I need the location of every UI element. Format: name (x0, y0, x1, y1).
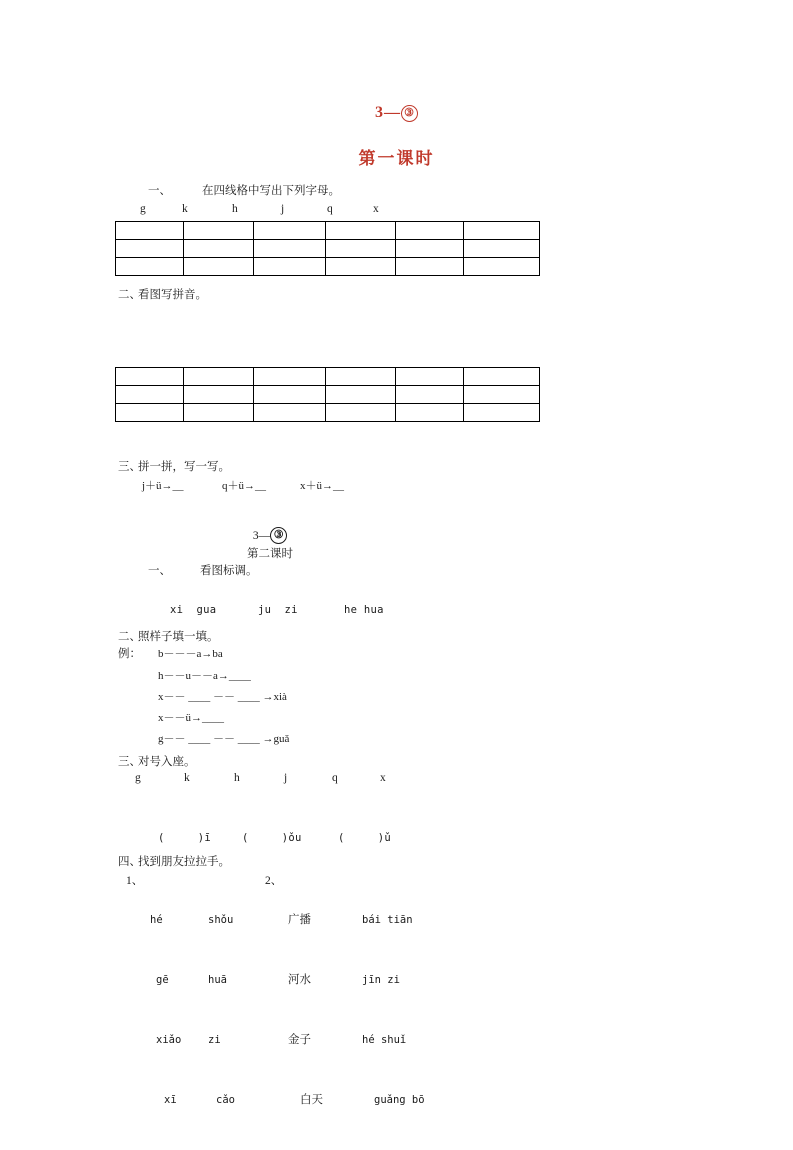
grid-cell[interactable] (254, 404, 326, 422)
lesson2-ex3-number: 三、 (118, 756, 141, 768)
grid-cell[interactable] (326, 404, 396, 422)
letter-k: k (184, 772, 190, 784)
grid-cell[interactable] (116, 368, 184, 386)
letter-x: x (373, 203, 379, 215)
lesson1-ex3-item-1[interactable]: j＋ü→__ (142, 480, 184, 492)
list-item[interactable]: gē (156, 974, 169, 986)
lesson1-ex3-prompt: 拼一拼，写一写。 (138, 461, 230, 473)
lesson2-ex2-line-3[interactable]: x－－ü→____ (158, 712, 224, 724)
list-item[interactable]: hé shuǐ (362, 1034, 407, 1046)
lesson1-ex1-prompt: 在四线格中写出下列字母。 (202, 185, 340, 197)
list-item[interactable]: xī (164, 1094, 177, 1106)
grid-cell[interactable] (184, 404, 254, 422)
list-item[interactable]: shǒu (208, 914, 234, 926)
lesson2-ex4-prompt: 找到朋友拉拉手。 (138, 856, 230, 868)
lesson1-unit-title (0, 104, 793, 122)
table-row[interactable] (116, 368, 540, 386)
lesson2-ex3-blank-2[interactable]: ( )ǒu (242, 832, 302, 844)
lesson1-ex3-item-2[interactable]: q＋ü→__ (222, 480, 266, 492)
table-row[interactable] (116, 222, 540, 240)
lesson2-ex2-example-label: 例： (118, 648, 141, 660)
letter-k: k (182, 203, 188, 215)
list-item[interactable]: jīn zi (362, 974, 400, 986)
grid-cell[interactable] (326, 222, 396, 240)
grid-cell[interactable] (184, 386, 254, 404)
lesson2-ex1-word-2[interactable]: ju zi (258, 604, 298, 616)
grid-cell[interactable] (396, 240, 464, 258)
lesson1-ex1-writing-grid[interactable] (115, 221, 540, 276)
lesson2-ex2-line-4[interactable]: g－－ ____ －－ ____ →guǎ (158, 733, 290, 745)
letter-x: x (380, 772, 386, 784)
letter-g: g (140, 203, 146, 215)
list-item[interactable]: bái tiān (362, 914, 413, 926)
grid-cell[interactable] (326, 240, 396, 258)
lesson2-ex1-number: 一、 (148, 565, 171, 577)
table-row[interactable] (116, 258, 540, 276)
lesson2-ex1-prompt: 看图标调。 (200, 565, 258, 577)
lesson1-ex2-picture-area (115, 310, 539, 362)
grid-cell[interactable] (116, 404, 184, 422)
table-row[interactable] (116, 404, 540, 422)
grid-cell[interactable] (396, 368, 464, 386)
lesson2-ex3-blank-1[interactable]: ( )ī (158, 832, 211, 844)
lesson1-ex3-number: 三、 (118, 461, 141, 473)
grid-cell[interactable] (326, 368, 396, 386)
lesson1-unit-label: 3— (375, 104, 401, 121)
grid-cell[interactable] (464, 240, 540, 258)
letter-q: q (332, 772, 338, 784)
table-row[interactable] (116, 240, 540, 258)
lesson2-ex4-group1-label: 1、 (126, 875, 144, 887)
grid-cell[interactable] (254, 386, 326, 404)
lesson2-ex1-word-1[interactable]: xi gua (170, 604, 217, 616)
letter-j: j (284, 772, 288, 784)
grid-cell[interactable] (116, 240, 184, 258)
list-item[interactable]: zi (208, 1034, 221, 1046)
lesson1-ex3-item-3[interactable]: x＋ü→__ (300, 480, 344, 492)
lesson1-ex2-number: 二、 (118, 289, 141, 301)
grid-cell[interactable] (254, 368, 326, 386)
list-item[interactable]: 广播 (288, 914, 311, 926)
lesson2-ex3-prompt: 对号入座。 (138, 756, 196, 768)
grid-cell[interactable] (464, 404, 540, 422)
grid-cell[interactable] (116, 258, 184, 276)
lesson2-ex2-line-1[interactable]: h－－u－－a→____ (158, 670, 251, 682)
list-item[interactable]: huā (208, 974, 227, 986)
grid-cell[interactable] (254, 240, 326, 258)
grid-cell[interactable] (464, 258, 540, 276)
table-row[interactable] (116, 386, 540, 404)
list-item[interactable]: 白天 (300, 1094, 323, 1106)
lesson1-ex2-writing-grid[interactable] (115, 367, 540, 422)
lesson2-unit-circle-number: ③ (270, 527, 287, 544)
lesson1-period-title: 第一课时 (358, 149, 435, 168)
lesson2-ex4-column-3[interactable] (288, 870, 323, 1150)
lesson2-ex4-column-4[interactable] (362, 870, 425, 1150)
lesson2-unit-title (180, 527, 360, 544)
letter-j: j (281, 203, 285, 215)
lesson2-ex2-line-2[interactable]: x－－ ____ －－ ____ →xià (158, 691, 287, 703)
lesson2-ex4-column-2[interactable] (208, 870, 235, 1150)
grid-cell[interactable] (326, 386, 396, 404)
grid-cell[interactable] (464, 222, 540, 240)
lesson2-ex4-group2-label: 2、 (265, 875, 283, 887)
grid-cell[interactable] (326, 258, 396, 276)
list-item[interactable]: guǎng bō (374, 1094, 425, 1106)
grid-cell[interactable] (184, 368, 254, 386)
lesson2-unit-label: 3— (252, 530, 271, 542)
grid-cell[interactable] (116, 386, 184, 404)
grid-cell[interactable] (254, 222, 326, 240)
letter-q: q (327, 203, 333, 215)
lesson2-ex4-number: 四、 (118, 856, 141, 868)
list-item[interactable]: 金子 (288, 1034, 311, 1046)
grid-cell[interactable] (254, 258, 326, 276)
lesson2-ex3-letter-row (135, 772, 420, 784)
grid-cell[interactable] (184, 222, 254, 240)
letter-g: g (135, 772, 141, 784)
lesson2-ex1-word-3[interactable]: he hua (344, 604, 384, 616)
list-item[interactable]: xiǎo (156, 1034, 182, 1046)
grid-cell[interactable] (396, 404, 464, 422)
letter-h: h (232, 203, 238, 215)
lesson2-ex4-column-1[interactable] (150, 870, 181, 1150)
letter-h: h (234, 772, 240, 784)
grid-cell[interactable] (464, 368, 540, 386)
list-item[interactable]: cǎo (216, 1094, 235, 1106)
lesson1-unit-circle-number: ③ (401, 105, 418, 122)
lesson1-ex1-letter-row (140, 203, 413, 215)
grid-cell[interactable] (184, 240, 254, 258)
lesson2-ex2-number: 二、 (118, 631, 141, 643)
lesson2-ex3-picture-area (135, 790, 465, 828)
grid-cell[interactable] (184, 258, 254, 276)
lesson1-ex2-prompt: 看图写拼音。 (138, 289, 207, 301)
list-item[interactable]: 河水 (288, 974, 311, 986)
grid-cell[interactable] (396, 258, 464, 276)
grid-cell[interactable] (396, 222, 464, 240)
lesson2-ex3-blank-3[interactable]: ( )ǔ (338, 832, 391, 844)
grid-cell[interactable] (396, 386, 464, 404)
grid-cell[interactable] (464, 386, 540, 404)
lesson1-ex1-number: 一、 (148, 185, 171, 197)
lesson2-ex1-picture-area (140, 582, 520, 600)
grid-cell[interactable] (116, 222, 184, 240)
lesson2-period-title: 第二课时 (247, 548, 293, 560)
list-item[interactable]: hé (150, 914, 163, 926)
lesson2-ex2-example: b－－－a→ba (158, 648, 223, 660)
lesson2-ex2-prompt: 照样子填一填。 (138, 631, 219, 643)
